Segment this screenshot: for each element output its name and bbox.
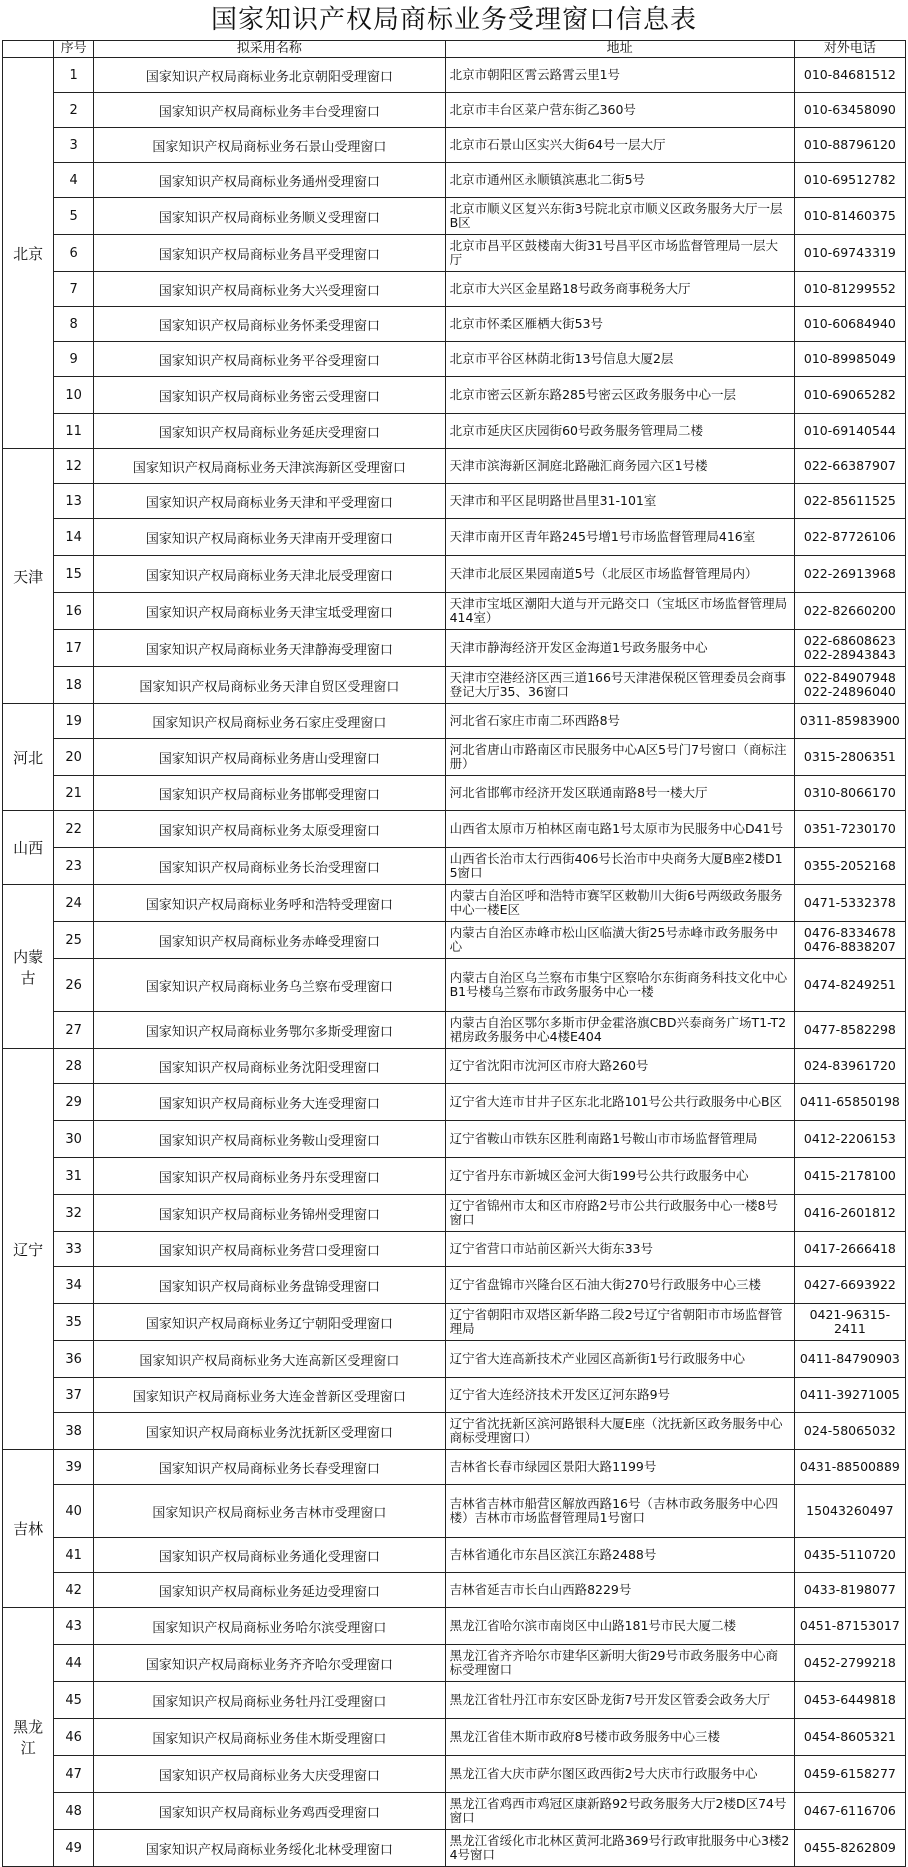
address-cell: 辽宁省鞍山市铁东区胜利南路1号鞍山市市场监督管理局: [445, 1121, 794, 1158]
row-number-cell: 29: [54, 1084, 94, 1121]
window-name-cell: 国家知识产权局商标业务天津和平受理窗口: [94, 484, 445, 519]
address-cell: 北京市昌平区鼓楼南大街31号昌平区市场监督管理局一层大厅: [445, 235, 794, 272]
window-name-cell: 国家知识产权局商标业务天津北辰受理窗口: [94, 556, 445, 593]
row-number-cell: 37: [54, 1378, 94, 1413]
table-title: 国家知识产权局商标业务受理窗口信息表: [210, 5, 697, 35]
window-name-cell: 国家知识产权局商标业务天津南开受理窗口: [94, 519, 445, 556]
address-cell: 黑龙江省大庆市萨尔图区政西街2号大庆市行政服务中心: [445, 1756, 794, 1793]
phone-cell: 0412-2206153: [794, 1121, 905, 1158]
address-cell: 吉林省长春市绿园区景阳大路1199号: [445, 1450, 794, 1485]
phone-cell: 0453-6449818: [794, 1682, 905, 1719]
window-name-cell: 国家知识产权局商标业务大兴受理窗口: [94, 272, 445, 307]
window-name-cell: 国家知识产权局商标业务营口受理窗口: [94, 1232, 445, 1267]
address-cell: 河北省石家庄市南二环西路8号: [445, 704, 794, 739]
window-name-cell: 国家知识产权局商标业务鄂尔多斯受理窗口: [94, 1012, 445, 1049]
address-cell: 天津市滨海新区洞庭北路融汇商务园六区1号楼: [445, 449, 794, 484]
phone-cell: 010-88796120: [794, 128, 905, 163]
table-row: [3, 1450, 906, 1485]
phone-cell: 010-69065282: [794, 377, 905, 414]
table-row: [3, 128, 906, 163]
address-cell: 内蒙古自治区呼和浩特市赛罕区敕勒川大街6号两级政务服务中心一楼E区: [445, 885, 794, 922]
address-cell: 黑龙江省佳木斯市政府8号楼市政务服务中心三楼: [445, 1719, 794, 1756]
table-row: [3, 1304, 906, 1341]
phone-cell: 0451-87153017: [794, 1608, 905, 1645]
address-cell: 天津市南开区青年路245号增1号市场监督管理局416室: [445, 519, 794, 556]
province-cell: 天津: [3, 449, 54, 704]
window-name-cell: 国家知识产权局商标业务长治受理窗口: [94, 848, 445, 885]
table-row: [3, 1793, 906, 1830]
phone-cell: 022-82660200: [794, 593, 905, 630]
window-name-cell: 国家知识产权局商标业务通州受理窗口: [94, 163, 445, 198]
window-name-cell: 国家知识产权局商标业务锦州受理窗口: [94, 1195, 445, 1232]
header-phone: 对外电话: [794, 41, 905, 58]
address-cell: 黑龙江省牡丹江市东安区卧龙街7号开发区管委会政务大厅: [445, 1682, 794, 1719]
table-row: [3, 922, 906, 959]
province-cell: 山西: [3, 811, 54, 885]
phone-cell: 0415-2178100: [794, 1158, 905, 1195]
table-row: [3, 484, 906, 519]
province-cell: 吉林: [3, 1450, 54, 1608]
table-row: [3, 1158, 906, 1195]
row-number-cell: 34: [54, 1267, 94, 1304]
phone-cell: 024-83961720: [794, 1049, 905, 1084]
phone-cell: 022-87726106: [794, 519, 905, 556]
row-number-cell: 39: [54, 1450, 94, 1485]
phone-cell: 022-85611525: [794, 484, 905, 519]
phone-cell: 0427-6693922: [794, 1267, 905, 1304]
row-number-cell: 32: [54, 1195, 94, 1232]
row-number-cell: 16: [54, 593, 94, 630]
table-row: [3, 667, 906, 704]
row-number-cell: 44: [54, 1645, 94, 1682]
info-table: [2, 40, 906, 1867]
phone-cell: 0411-84790903: [794, 1341, 905, 1378]
window-name-cell: 国家知识产权局商标业务绥化北林受理窗口: [94, 1830, 445, 1867]
phone-cell: 010-81299552: [794, 272, 905, 307]
table-row: [3, 272, 906, 307]
row-number-cell: 15: [54, 556, 94, 593]
table-row: [3, 235, 906, 272]
address-cell: 辽宁省盘锦市兴隆台区石油大街270号行政服务中心三楼: [445, 1267, 794, 1304]
phone-cell: 0459-6158277: [794, 1756, 905, 1793]
address-cell: 黑龙江省绥化市北林区黄河北路369号行政审批服务中心3楼24号窗口: [445, 1830, 794, 1867]
row-number-cell: 7: [54, 272, 94, 307]
table-row: [3, 1830, 906, 1867]
table-row: [3, 1682, 906, 1719]
address-cell: 北京市大兴区金星路18号政务商事税务大厅: [445, 272, 794, 307]
address-cell: 山西省长治市太行西街406号长治市中央商务大厦B座2楼D15窗口: [445, 848, 794, 885]
address-cell: 辽宁省大连高新技术产业园区高新街1号行政服务中心: [445, 1341, 794, 1378]
window-name-cell: 国家知识产权局商标业务太原受理窗口: [94, 811, 445, 848]
table-row: [3, 1608, 906, 1645]
phone-cell: 010-60684940: [794, 307, 905, 342]
province-cell: 河北: [3, 704, 54, 811]
phone-cell: 0310-8066170: [794, 776, 905, 811]
window-name-cell: 国家知识产权局商标业务大庆受理窗口: [94, 1756, 445, 1793]
address-cell: 北京市密云区新东路285号密云区政务服务中心一层: [445, 377, 794, 414]
window-name-cell: 国家知识产权局商标业务延边受理窗口: [94, 1573, 445, 1608]
row-number-cell: 28: [54, 1049, 94, 1084]
province-cell: 黑龙江: [3, 1608, 54, 1867]
table-row: [3, 1084, 906, 1121]
window-name-cell: 国家知识产权局商标业务鞍山受理窗口: [94, 1121, 445, 1158]
address-cell: 辽宁省锦州市太和区市府路2号市公共行政服务中心一楼8号窗口: [445, 1195, 794, 1232]
window-name-cell: 国家知识产权局商标业务哈尔滨受理窗口: [94, 1608, 445, 1645]
row-number-cell: 6: [54, 235, 94, 272]
table-row: [3, 593, 906, 630]
province-cell: 北京: [3, 58, 54, 449]
phone-cell: 0452-2799218: [794, 1645, 905, 1682]
phone-cell: 0355-2052168: [794, 848, 905, 885]
row-number-cell: 49: [54, 1830, 94, 1867]
address-cell: 北京市顺义区复兴东街3号院北京市顺义区政务服务大厅一层B区: [445, 198, 794, 235]
address-cell: 辽宁省沈抚新区滨河路银科大厦E座（沈抚新区政务服务中心商标受理窗口）: [445, 1413, 794, 1450]
phone-cell: 0431-88500889: [794, 1450, 905, 1485]
address-cell: 北京市丰台区菜户营东街乙360号: [445, 93, 794, 128]
window-name-cell: 国家知识产权局商标业务大连高新区受理窗口: [94, 1341, 445, 1378]
table-row: [3, 776, 906, 811]
phone-cell: 0474-8249251: [794, 959, 905, 1012]
window-name-cell: 国家知识产权局商标业务天津自贸区受理窗口: [94, 667, 445, 704]
table-row: [3, 342, 906, 377]
window-name-cell: 国家知识产权局商标业务石家庄受理窗口: [94, 704, 445, 739]
row-number-cell: 9: [54, 342, 94, 377]
row-number-cell: 24: [54, 885, 94, 922]
table-row: [3, 1538, 906, 1573]
row-number-cell: 31: [54, 1158, 94, 1195]
table-body: [3, 58, 906, 1867]
phone-cell: 010-84681512: [794, 58, 905, 93]
phone-cell: 0421-96315- 2411: [794, 1304, 905, 1341]
address-cell: 北京市怀柔区雁栖大街53号: [445, 307, 794, 342]
header-province: [3, 41, 54, 58]
row-number-cell: 35: [54, 1304, 94, 1341]
phone-cell: 022-68608623 022-28943843: [794, 630, 905, 667]
address-cell: 黑龙江省齐齐哈尔市建华区新明大街29号市政务服务中心商标受理窗口: [445, 1645, 794, 1682]
phone-cell: 0411-39271005: [794, 1378, 905, 1413]
address-cell: 吉林省吉林市船营区解放西路16号（吉林市政务服务中心四楼）吉林市市场监督管理局1号窗口: [445, 1485, 794, 1538]
window-name-cell: 国家知识产权局商标业务天津滨海新区受理窗口: [94, 449, 445, 484]
table-row: [3, 1121, 906, 1158]
row-number-cell: 19: [54, 704, 94, 739]
phone-cell: 010-69743319: [794, 235, 905, 272]
window-name-cell: 国家知识产权局商标业务石景山受理窗口: [94, 128, 445, 163]
row-number-cell: 17: [54, 630, 94, 667]
window-name-cell: 国家知识产权局商标业务昌平受理窗口: [94, 235, 445, 272]
header-no: 序号: [54, 41, 94, 58]
address-cell: 吉林省延吉市长白山西路8229号: [445, 1573, 794, 1608]
address-cell: 辽宁省朝阳市双塔区新华路二段2号辽宁省朝阳市市场监督管理局: [445, 1304, 794, 1341]
phone-cell: 0471-5332378: [794, 885, 905, 922]
phone-cell: 010-89985049: [794, 342, 905, 377]
window-name-cell: 国家知识产权局商标业务唐山受理窗口: [94, 739, 445, 776]
table-row: [3, 1719, 906, 1756]
phone-cell: 024-58065032: [794, 1413, 905, 1450]
phone-cell: 0315-2806351: [794, 739, 905, 776]
address-cell: 北京市通州区永顺镇滨惠北二街5号: [445, 163, 794, 198]
window-name-cell: 国家知识产权局商标业务延庆受理窗口: [94, 414, 445, 449]
table-row: [3, 1573, 906, 1608]
window-name-cell: 国家知识产权局商标业务鸡西受理窗口: [94, 1793, 445, 1830]
window-name-cell: 国家知识产权局商标业务邯郸受理窗口: [94, 776, 445, 811]
phone-cell: 010-63458090: [794, 93, 905, 128]
address-cell: 北京市平谷区林荫北街13号信息大厦2层: [445, 342, 794, 377]
phone-cell: 010-69140544: [794, 414, 905, 449]
table-row: [3, 1413, 906, 1450]
row-number-cell: 8: [54, 307, 94, 342]
window-name-cell: 国家知识产权局商标业务沈抚新区受理窗口: [94, 1413, 445, 1450]
row-number-cell: 25: [54, 922, 94, 959]
window-name-cell: 国家知识产权局商标业务乌兰察布受理窗口: [94, 959, 445, 1012]
address-cell: 辽宁省大连市甘井子区东北北路101号公共行政服务中心B区: [445, 1084, 794, 1121]
header-row: [3, 41, 906, 58]
window-name-cell: 国家知识产权局商标业务牡丹江受理窗口: [94, 1682, 445, 1719]
phone-cell: 0454-8605321: [794, 1719, 905, 1756]
table-row: [3, 1756, 906, 1793]
window-name-cell: 国家知识产权局商标业务长春受理窗口: [94, 1450, 445, 1485]
address-cell: 北京市石景山区实兴大街64号一层大厅: [445, 128, 794, 163]
table-row: [3, 198, 906, 235]
phone-cell: 022-84907948 022-24896040: [794, 667, 905, 704]
phone-cell: 0351-7230170: [794, 811, 905, 848]
table-row: [3, 1232, 906, 1267]
address-cell: 北京市延庆区庆园街60号政务服务管理局二楼: [445, 414, 794, 449]
table-row: [3, 848, 906, 885]
header-address: 地址: [445, 41, 794, 58]
window-name-cell: 国家知识产权局商标业务齐齐哈尔受理窗口: [94, 1645, 445, 1682]
phone-cell: 0435-5110720: [794, 1538, 905, 1573]
table-row: [3, 1485, 906, 1538]
address-cell: 北京市朝阳区霄云路霄云里1号: [445, 58, 794, 93]
address-cell: 天津市静海经济开发区金海道1号政务服务中心: [445, 630, 794, 667]
window-name-cell: 国家知识产权局商标业务平谷受理窗口: [94, 342, 445, 377]
table-row: [3, 885, 906, 922]
address-cell: 黑龙江省哈尔滨市南岗区中山路181号市民大厦二楼: [445, 1608, 794, 1645]
phone-cell: 15043260497: [794, 1485, 905, 1538]
row-number-cell: 26: [54, 959, 94, 1012]
window-name-cell: 国家知识产权局商标业务沈阳受理窗口: [94, 1049, 445, 1084]
table-row: [3, 1378, 906, 1413]
table-row: [3, 307, 906, 342]
window-name-cell: 国家知识产权局商标业务大连受理窗口: [94, 1084, 445, 1121]
table-row: [3, 739, 906, 776]
row-number-cell: 2: [54, 93, 94, 128]
row-number-cell: 21: [54, 776, 94, 811]
window-name-cell: 国家知识产权局商标业务北京朝阳受理窗口: [94, 58, 445, 93]
row-number-cell: 46: [54, 1719, 94, 1756]
row-number-cell: 4: [54, 163, 94, 198]
table-row: [3, 519, 906, 556]
row-number-cell: 13: [54, 484, 94, 519]
table-row: [3, 556, 906, 593]
address-cell: 天津市空港经济区西三道166号天津港保税区管理委员会商事登记大厅35、36窗口: [445, 667, 794, 704]
window-name-cell: 国家知识产权局商标业务大连金普新区受理窗口: [94, 1378, 445, 1413]
table-row: [3, 93, 906, 128]
phone-cell: 0467-6116706: [794, 1793, 905, 1830]
table-row: [3, 58, 906, 93]
row-number-cell: 41: [54, 1538, 94, 1573]
table-row: [3, 1341, 906, 1378]
address-cell: 内蒙古自治区乌兰察布市集宁区察哈尔东街商务科技文化中心B1号楼乌兰察布市政务服务中心一楼: [445, 959, 794, 1012]
row-number-cell: 45: [54, 1682, 94, 1719]
table-row: [3, 414, 906, 449]
address-cell: 辽宁省丹东市新城区金河大街199号公共行政服务中心: [445, 1158, 794, 1195]
table-row: [3, 959, 906, 1012]
phone-cell: 022-26913968: [794, 556, 905, 593]
row-number-cell: 12: [54, 449, 94, 484]
row-number-cell: 14: [54, 519, 94, 556]
table-row: [3, 811, 906, 848]
phone-cell: 0477-8582298: [794, 1012, 905, 1049]
row-number-cell: 27: [54, 1012, 94, 1049]
row-number-cell: 36: [54, 1341, 94, 1378]
row-number-cell: 1: [54, 58, 94, 93]
window-name-cell: 国家知识产权局商标业务赤峰受理窗口: [94, 922, 445, 959]
row-number-cell: 43: [54, 1608, 94, 1645]
table-row: [3, 1049, 906, 1084]
phone-cell: 0411-65850198: [794, 1084, 905, 1121]
address-cell: 辽宁省沈阳市沈河区市府大路260号: [445, 1049, 794, 1084]
address-cell: 内蒙古自治区鄂尔多斯市伊金霍洛旗CBD兴泰商务广场T1-T2裙房政务服务中心4楼E404: [445, 1012, 794, 1049]
window-name-cell: 国家知识产权局商标业务吉林市受理窗口: [94, 1485, 445, 1538]
phone-cell: 0311-85983900: [794, 704, 905, 739]
row-number-cell: 42: [54, 1573, 94, 1608]
row-number-cell: 48: [54, 1793, 94, 1830]
phone-cell: 0416-2601812: [794, 1195, 905, 1232]
table-row: [3, 1012, 906, 1049]
window-name-cell: 国家知识产权局商标业务天津静海受理窗口: [94, 630, 445, 667]
address-cell: 天津市宝坻区潮阳大道与开元路交口（宝坻区市场监督管理局414室）: [445, 593, 794, 630]
phone-cell: 010-69512782: [794, 163, 905, 198]
row-number-cell: 5: [54, 198, 94, 235]
row-number-cell: 20: [54, 739, 94, 776]
address-cell: 山西省太原市万柏林区南屯路1号太原市为民服务中心D41号: [445, 811, 794, 848]
window-name-cell: 国家知识产权局商标业务辽宁朝阳受理窗口: [94, 1304, 445, 1341]
address-cell: 内蒙古自治区赤峰市松山区临潢大街25号赤峰市政务服务中心: [445, 922, 794, 959]
window-name-cell: 国家知识产权局商标业务天津宝坻受理窗口: [94, 593, 445, 630]
phone-cell: 0417-2666418: [794, 1232, 905, 1267]
window-name-cell: 国家知识产权局商标业务盘锦受理窗口: [94, 1267, 445, 1304]
address-cell: 辽宁省营口市站前区新兴大街东33号: [445, 1232, 794, 1267]
table-row: [3, 1195, 906, 1232]
row-number-cell: 22: [54, 811, 94, 848]
row-number-cell: 30: [54, 1121, 94, 1158]
address-cell: 黑龙江省鸡西市鸡冠区康新路92号政务服务大厅2楼D区74号窗口: [445, 1793, 794, 1830]
row-number-cell: 40: [54, 1485, 94, 1538]
window-name-cell: 国家知识产权局商标业务密云受理窗口: [94, 377, 445, 414]
window-name-cell: 国家知识产权局商标业务顺义受理窗口: [94, 198, 445, 235]
province-cell: 内蒙古: [3, 885, 54, 1049]
address-cell: 河北省唐山市路南区市民服务中心A区5号门7号窗口（商标注册）: [445, 739, 794, 776]
province-cell: 辽宁: [3, 1049, 54, 1450]
address-cell: 天津市和平区昆明路世昌里31-101室: [445, 484, 794, 519]
header-name: 拟采用名称: [94, 41, 445, 58]
phone-cell: 0433-8198077: [794, 1573, 905, 1608]
window-name-cell: 国家知识产权局商标业务通化受理窗口: [94, 1538, 445, 1573]
window-name-cell: 国家知识产权局商标业务丹东受理窗口: [94, 1158, 445, 1195]
table-row: [3, 1645, 906, 1682]
row-number-cell: 33: [54, 1232, 94, 1267]
window-name-cell: 国家知识产权局商标业务怀柔受理窗口: [94, 307, 445, 342]
row-number-cell: 38: [54, 1413, 94, 1450]
window-name-cell: 国家知识产权局商标业务佳木斯受理窗口: [94, 1719, 445, 1756]
window-name-cell: 国家知识产权局商标业务丰台受理窗口: [94, 93, 445, 128]
table-row: [3, 163, 906, 198]
row-number-cell: 11: [54, 414, 94, 449]
address-cell: 河北省邯郸市经济开发区联通南路8号一楼大厅: [445, 776, 794, 811]
table-row: [3, 449, 906, 484]
address-cell: 吉林省通化市东昌区滨江东路2488号: [445, 1538, 794, 1573]
phone-cell: 022-66387907: [794, 449, 905, 484]
table-row: [3, 1267, 906, 1304]
row-number-cell: 18: [54, 667, 94, 704]
phone-cell: 010-81460375: [794, 198, 905, 235]
row-number-cell: 47: [54, 1756, 94, 1793]
row-number-cell: 23: [54, 848, 94, 885]
table-row: [3, 630, 906, 667]
address-cell: 天津市北辰区果园南道5号（北辰区市场监督管理局内）: [445, 556, 794, 593]
phone-cell: 0455-8262809: [794, 1830, 905, 1867]
table-row: [3, 704, 906, 739]
row-number-cell: 10: [54, 377, 94, 414]
table-row: [3, 377, 906, 414]
address-cell: 辽宁省大连经济技术开发区辽河东路9号: [445, 1378, 794, 1413]
window-name-cell: 国家知识产权局商标业务呼和浩特受理窗口: [94, 885, 445, 922]
phone-cell: 0476-8334678 0476-8838207: [794, 922, 905, 959]
row-number-cell: 3: [54, 128, 94, 163]
